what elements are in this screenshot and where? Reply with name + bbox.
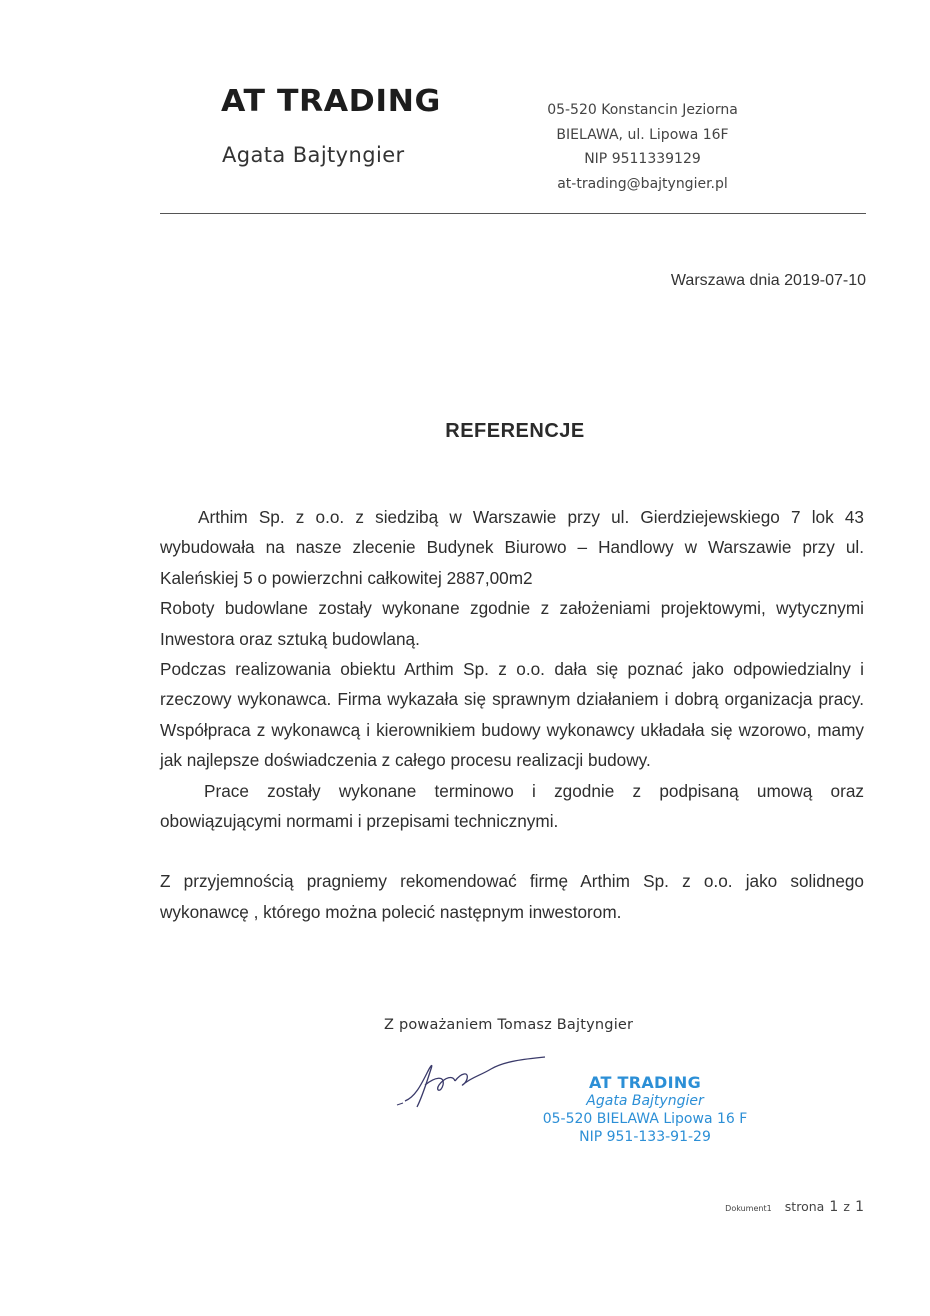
company-logo: AT TRADING xyxy=(221,84,441,119)
owner-name: Agata Bajtyngier xyxy=(222,143,405,167)
footer-page-total: 1 xyxy=(855,1199,864,1215)
address-line-nip: NIP 9511339129 xyxy=(584,151,701,167)
address-line-city: BIELAWA, ul. Lipowa 16F xyxy=(556,126,729,143)
paragraph-3: Podczas realizowania obiektu Arthim Sp. z o.o. dała się poznać jako odpowiedzialny i rzeczowy wykonawca. Firma wykazała się sprawnym działaniem i dobrą organizacja pracy. Współpraca z wykonawcą i kierownikiem budowy wykonawcy układała się wzorowo, mamy jak najlepsze doświadczenia z całego procesu realizacji budowy. xyxy=(160,659,864,771)
paragraph-2: Roboty budowlane zostały wykonane zgodnie z założeniami projektowymi, wytycznymi Inwestora oraz sztuką budowlaną. xyxy=(160,598,864,649)
header-divider xyxy=(160,213,866,214)
page-footer xyxy=(725,1196,864,1215)
stamp-address: 05-520 BIELAWA Lipowa 16 F xyxy=(542,1111,748,1127)
stamp-nip: NIP 951-133-91-29 xyxy=(579,1129,711,1145)
footer-document-name: Dokument1 xyxy=(725,1204,772,1213)
footer-page-number: 1 xyxy=(829,1199,839,1215)
paragraph-1: Arthim Sp. z o.o. z siedzibą w Warszawie przy ul. Gierdziejewskiego 7 lok 43 wybudowała na nasze zlecenie Budynek Biurowo – Handlowy w Warszawie przy ul. Kaleńskiej 5 o powierzchni całkowitej 2887,00m2 xyxy=(160,507,864,588)
company-address xyxy=(520,98,765,196)
paragraph-spacer xyxy=(160,836,864,866)
letter-date: Warszawa dnia 2019-07-10 xyxy=(670,272,866,289)
paragraph-4: Prace zostały wykonane terminowo i zgodnie z podpisaną umową oraz obowiązującymi normami i przepisami technicznymi. xyxy=(160,780,864,832)
stamp-name: Agata Bajtyngier xyxy=(586,1093,704,1109)
address-line-email: at-trading@bajtyngier.pl xyxy=(557,175,728,192)
document-title: REFERENCJE xyxy=(445,420,585,442)
footer-page-word: strona xyxy=(784,1199,825,1214)
paragraph-5: Z przyjemnością pragniemy rekomendować firmę Arthim Sp. z o.o. jako solidnego wykonawcę , którego można polecić następnym inwestorom. xyxy=(160,871,864,922)
closing-line: Z poważaniem Tomasz Bajtyngier xyxy=(384,1017,634,1033)
stamp-logo: AT TRADING xyxy=(589,1073,701,1092)
letter-body xyxy=(160,502,864,927)
footer-of-word: z xyxy=(843,1199,850,1214)
address-line-street: 05-520 Konstancin Jeziorna xyxy=(547,102,738,118)
company-stamp xyxy=(520,1074,770,1146)
